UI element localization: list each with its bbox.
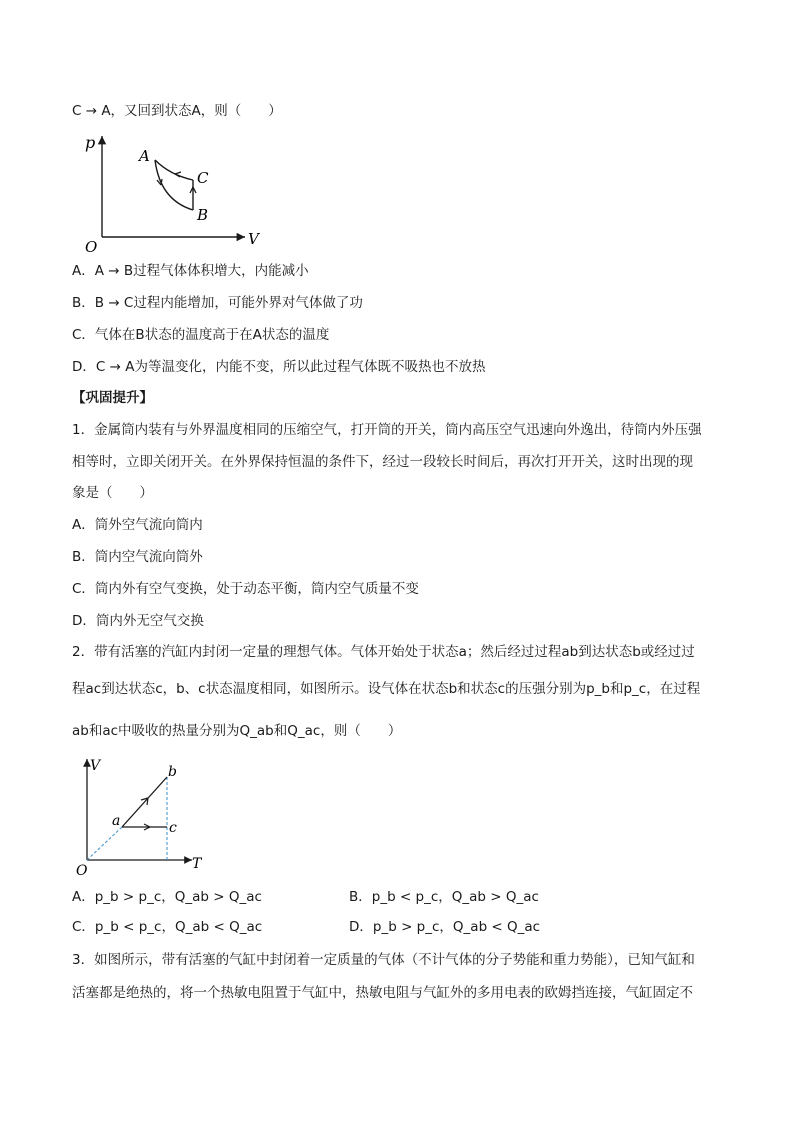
q1-option-d: D．筒内外无空气交换 xyxy=(72,613,204,629)
intro-option-a: A．A → B过程气体体积增大，内能减小 xyxy=(72,263,309,279)
q1-line-3: 象是（ ） xyxy=(72,485,153,501)
q2-option-a: A．p_b > p_c，Q_ab > Q_ac xyxy=(72,889,262,905)
point-c-label: c xyxy=(169,820,177,836)
q1-line-2: 相等时，立即关闭开关。在外界保持恒温的条件下，经过一段较长时间后，再次打开开关，这时出现的现 xyxy=(72,454,693,470)
point-b-label: B xyxy=(197,206,209,224)
v-axis-label: V xyxy=(248,230,259,248)
q3-line-2: 活塞都是绝热的，将一个热敏电阻置于气缸中，热敏电阻与气缸外的多用电表的欧姆挡连接，气缸固定不 xyxy=(72,985,693,1001)
curve-c-a xyxy=(155,160,193,180)
q2-line-2: 程ac到达状态c，b、c状态温度相同，如图所示。设气体在状态b和状态c的压强分别为p_b和p_c，在过程 xyxy=(72,681,701,697)
intro-option-b: B．B → C过程内能增加，可能外界对气体做了功 xyxy=(72,295,363,311)
v-axis-label: V xyxy=(90,758,101,774)
t-axis-label: T xyxy=(192,856,202,872)
line-a-b xyxy=(122,777,167,827)
q1-option-b: B．筒内空气流向筒外 xyxy=(72,549,203,565)
q1-line-1: 1．金属筒内装有与外界温度相同的压缩空气，打开筒的开关，筒内高压空气迅速向外逸出，待筒内外压强 xyxy=(72,422,702,438)
point-b-label: b xyxy=(168,764,177,780)
point-a-label: A xyxy=(139,147,150,165)
intro-option-c: C．气体在B状态的温度高于在A状态的温度 xyxy=(72,327,330,343)
section-heading: 【巩固提升】 xyxy=(72,390,153,406)
q1-option-c: C．筒内外有空气变换，处于动态平衡，筒内空气质量不变 xyxy=(72,581,419,597)
q3-line-1: 3．如图所示，带有活塞的气缸中封闭着一定质量的气体（不计气体的分子势能和重力势能），已知气缸和 xyxy=(72,952,695,968)
dashed-o-a xyxy=(87,827,122,860)
origin-label: O xyxy=(85,238,98,255)
q2-option-d: D．p_b > p_c，Q_ab < Q_ac xyxy=(349,919,541,935)
p-axis-label: p xyxy=(85,133,96,152)
origin-label: O xyxy=(76,863,88,879)
q2-line-3: ab和ac中吸收的热量分别为Q_ab和Q_ac，则（ ） xyxy=(72,723,402,739)
pv-diagram xyxy=(80,130,260,255)
question-intro-line: C → A，又回到状态A，则（ ） xyxy=(72,103,282,119)
intro-option-d: D．C → A为等温变化，内能不变，所以此过程气体既不吸热也不放热 xyxy=(72,359,486,375)
vt-diagram xyxy=(72,755,212,880)
point-c-label: C xyxy=(197,169,209,187)
q2-option-b: B．p_b < p_c，Q_ab > Q_ac xyxy=(349,889,539,905)
q1-option-a: A．筒外空气流向筒内 xyxy=(72,517,203,533)
point-a-label: a xyxy=(112,813,121,829)
q2-line-1: 2．带有活塞的汽缸内封闭一定量的理想气体。气体开始处于状态a；然后经过过程ab到达状态b或经过过 xyxy=(72,644,695,660)
q2-option-c: C．p_b < p_c，Q_ab < Q_ac xyxy=(72,919,263,935)
